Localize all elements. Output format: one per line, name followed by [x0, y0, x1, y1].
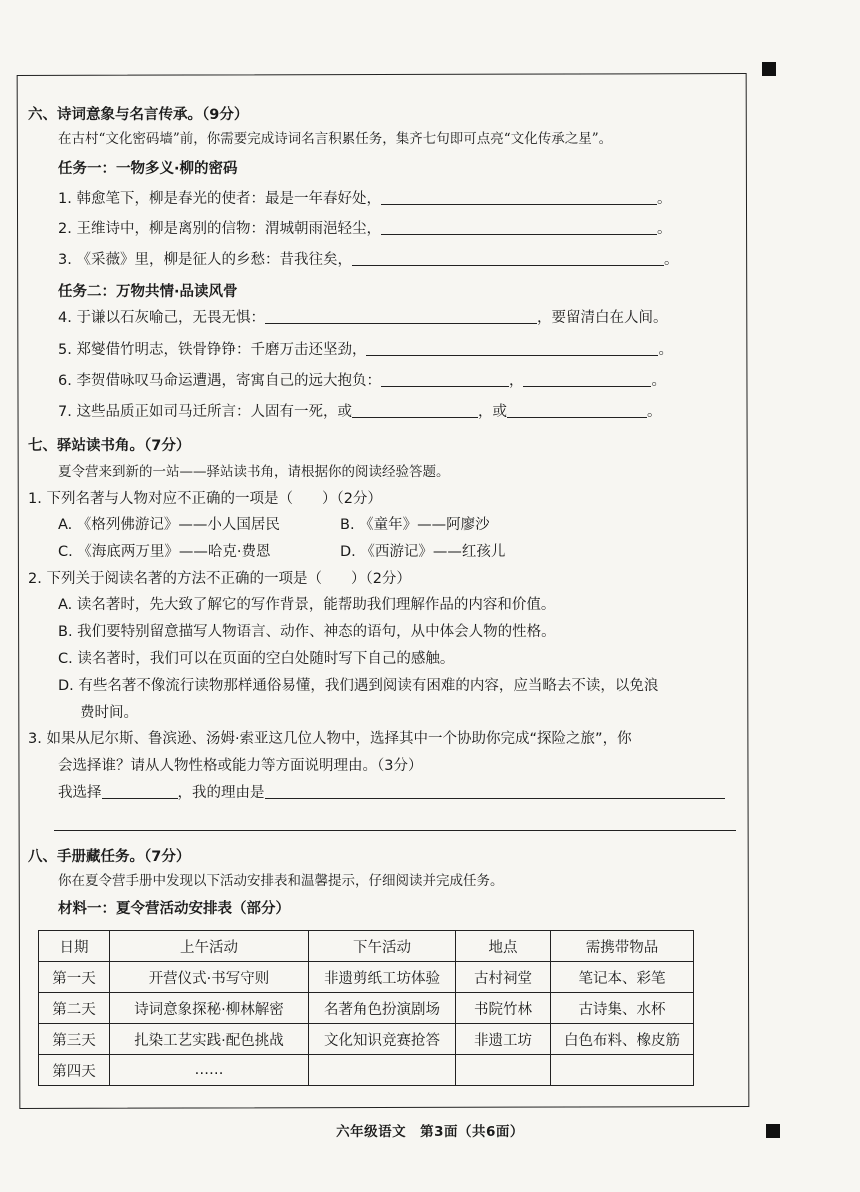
table-header-row: [39, 931, 694, 962]
cell-afternoon: 文化知识竞赛抢答: [309, 1024, 456, 1055]
schedule-table: [38, 930, 694, 1086]
section-7-intro: 夏令营来到新的一站——驿站读书角，请根据你的阅读经验答题。: [58, 464, 450, 480]
cell-location: 书院竹林: [456, 993, 551, 1024]
poem-q6-text: 6. 李贺借咏叹马命运遭遇，寄寓自己的远大抱负：: [58, 373, 381, 389]
poem-q4-blank[interactable]: [265, 309, 537, 324]
cell-afternoon: [309, 1055, 456, 1086]
poem-q4: [58, 309, 667, 327]
reading-q3-line-2: 会选择谁？请从人物性格或能力等方面说明理由。（3分）: [58, 758, 423, 774]
corner-mark-top: [762, 62, 776, 76]
header-items: 需携带物品: [551, 931, 694, 962]
poem-q7-end: 。: [646, 404, 662, 420]
header-date: 日期: [39, 931, 110, 962]
poem-q3-blank[interactable]: [352, 251, 664, 266]
reading-q2-option-a[interactable]: A. 读名著时，先大致了解它的写作背景，能帮助我们理解作品的内容和价值。: [58, 597, 556, 613]
cell-items: [551, 1055, 694, 1086]
reading-q3-reason-blank-2[interactable]: [54, 816, 736, 831]
page-footer: 六年级语文 第3面（共6面）: [336, 1124, 524, 1140]
table-row: [39, 1024, 694, 1055]
reading-q2-option-c[interactable]: C. 读名著时，我们可以在页面的空白处随时写下自己的感触。: [58, 651, 455, 667]
poem-q1: [58, 190, 671, 208]
cell-date: 第一天: [39, 962, 110, 993]
poem-q6-blank-2[interactable]: [523, 372, 651, 387]
cell-date: 第三天: [39, 1024, 110, 1055]
poem-q5-text: 5. 郑燮借竹明志，铁骨铮铮：千磨万击还坚劲，: [58, 342, 367, 358]
reading-q3-line-1: 3. 如果从尼尔斯、鲁滨逊、汤姆·索亚这几位人物中，选择其中一个协助你完成“探险之旅”，你: [28, 731, 632, 747]
cell-location: 古村祠堂: [456, 962, 551, 993]
cell-items: 笔记本、彩笔: [551, 962, 694, 993]
table-row: [39, 993, 694, 1024]
cell-morning: 扎染工艺实践·配色挑战: [110, 1024, 309, 1055]
reading-q3-answer: [58, 784, 725, 802]
section-7-title: 七、驿站读书角。（7分）: [28, 438, 191, 454]
reading-q1-option-a[interactable]: A. 《格列佛游记》——小人国居民: [58, 517, 280, 533]
section-8-title: 八、手册藏任务。（7分）: [28, 849, 191, 865]
cell-morning: ……: [110, 1055, 309, 1086]
poem-q2-text: 2. 王维诗中，柳是离别的信物：渭城朝雨浥轻尘，: [58, 221, 381, 237]
reading-q2: 2. 下列关于阅读名著的方法不正确的一项是（ ）（2分）: [28, 571, 411, 587]
task-2-title: 任务二：万物共情·品读风骨: [58, 284, 238, 300]
cell-items: 白色布料、橡皮筋: [551, 1024, 694, 1055]
material-1-title: 材料一：夏令营活动安排表（部分）: [58, 901, 290, 917]
cell-location: [456, 1055, 551, 1086]
poem-q4-text: 4. 于谦以石灰喻己，无畏无惧：: [58, 310, 265, 326]
cell-date: 第二天: [39, 993, 110, 1024]
reading-q2-option-d[interactable]: D. 有些名著不像流行读物那样通俗易懂，我们遇到阅读有困难的内容，应当略去不读，以免浪: [58, 678, 659, 694]
cell-morning: 开营仪式·书写守则: [110, 962, 309, 993]
task-1-title: 任务一：一物多义·柳的密码: [58, 161, 238, 177]
table-row: [39, 1055, 694, 1086]
reading-q1: 1. 下列名著与人物对应不正确的一项是（ ）（2分）: [28, 491, 382, 507]
section-6-intro: 在古村“文化密码墙”前，你需要完成诗词名言积累任务，集齐七句即可点亮“文化传承之星”。: [58, 131, 613, 147]
poem-q6-end: 。: [651, 373, 666, 389]
poem-q7-or: ，或: [477, 404, 507, 420]
reading-q1-option-d[interactable]: D. 《西游记》——红孩儿: [340, 544, 506, 560]
poem-q2-blank[interactable]: [381, 220, 657, 235]
cell-afternoon: 非遗剪纸工坊体验: [309, 962, 456, 993]
poem-q6-blank-1[interactable]: [381, 372, 509, 387]
poem-q1-text: 1. 韩愈笔下，柳是春光的使者：最是一年春好处，: [58, 191, 381, 207]
poem-q5: [58, 341, 673, 359]
poem-q6-comma: ，: [508, 373, 524, 389]
poem-q3-end: 。: [663, 252, 679, 268]
cell-date: 第四天: [39, 1055, 110, 1086]
section-6-title: 六、诗词意象与名言传承。（9分）: [28, 107, 249, 123]
poem-q7-blank-2[interactable]: [507, 403, 647, 418]
cell-items: 古诗集、水杯: [551, 993, 694, 1024]
reading-q1-option-b[interactable]: B. 《童年》——阿廖沙: [340, 517, 490, 533]
cell-afternoon: 名著角色扮演剧场: [309, 993, 456, 1024]
poem-q5-blank[interactable]: [366, 341, 658, 356]
cell-morning: 诗词意象探秘·柳林解密: [110, 993, 309, 1024]
poem-q3-text: 3. 《采薇》里，柳是征人的乡愁：昔我往矣，: [58, 252, 352, 268]
table-row: [39, 962, 694, 993]
poem-q5-end: 。: [658, 342, 673, 358]
poem-q2: [58, 220, 671, 238]
poem-q1-end: 。: [656, 191, 672, 207]
cell-location: 非遗工坊: [456, 1024, 551, 1055]
header-location: 地点: [456, 931, 551, 962]
header-morning: 上午活动: [110, 931, 309, 962]
poem-q3: [58, 251, 678, 269]
reading-q2-option-d-cont: 费时间。: [80, 705, 138, 721]
reading-q2-option-b[interactable]: B. 我们要特别留意描写人物语言、动作、神态的语句，从中体会人物的性格。: [58, 624, 556, 640]
poem-q6: [58, 372, 666, 390]
reading-q3-choose-label: 我选择: [58, 785, 102, 801]
section-8-intro: 你在夏令营手册中发现以下活动安排表和温馨提示，仔细阅读并完成任务。: [58, 873, 504, 889]
reading-q3-choice-blank[interactable]: [102, 784, 178, 799]
poem-q1-blank[interactable]: [381, 190, 657, 205]
reading-q3-reason-blank[interactable]: [265, 784, 725, 799]
poem-q7-text: 7. 这些品质正如司马迁所言：人固有一死，或: [58, 404, 352, 420]
poem-q2-end: 。: [656, 221, 672, 237]
poem-q7-blank-1[interactable]: [352, 403, 478, 418]
header-afternoon: 下午活动: [309, 931, 456, 962]
poem-q7: [58, 403, 661, 421]
reading-q3-reason-label: ，我的理由是: [177, 785, 265, 801]
reading-q1-option-c[interactable]: C. 《海底两万里》——哈克·费恩: [58, 544, 271, 560]
poem-q4-tail: ，要留清白在人间。: [536, 310, 668, 326]
